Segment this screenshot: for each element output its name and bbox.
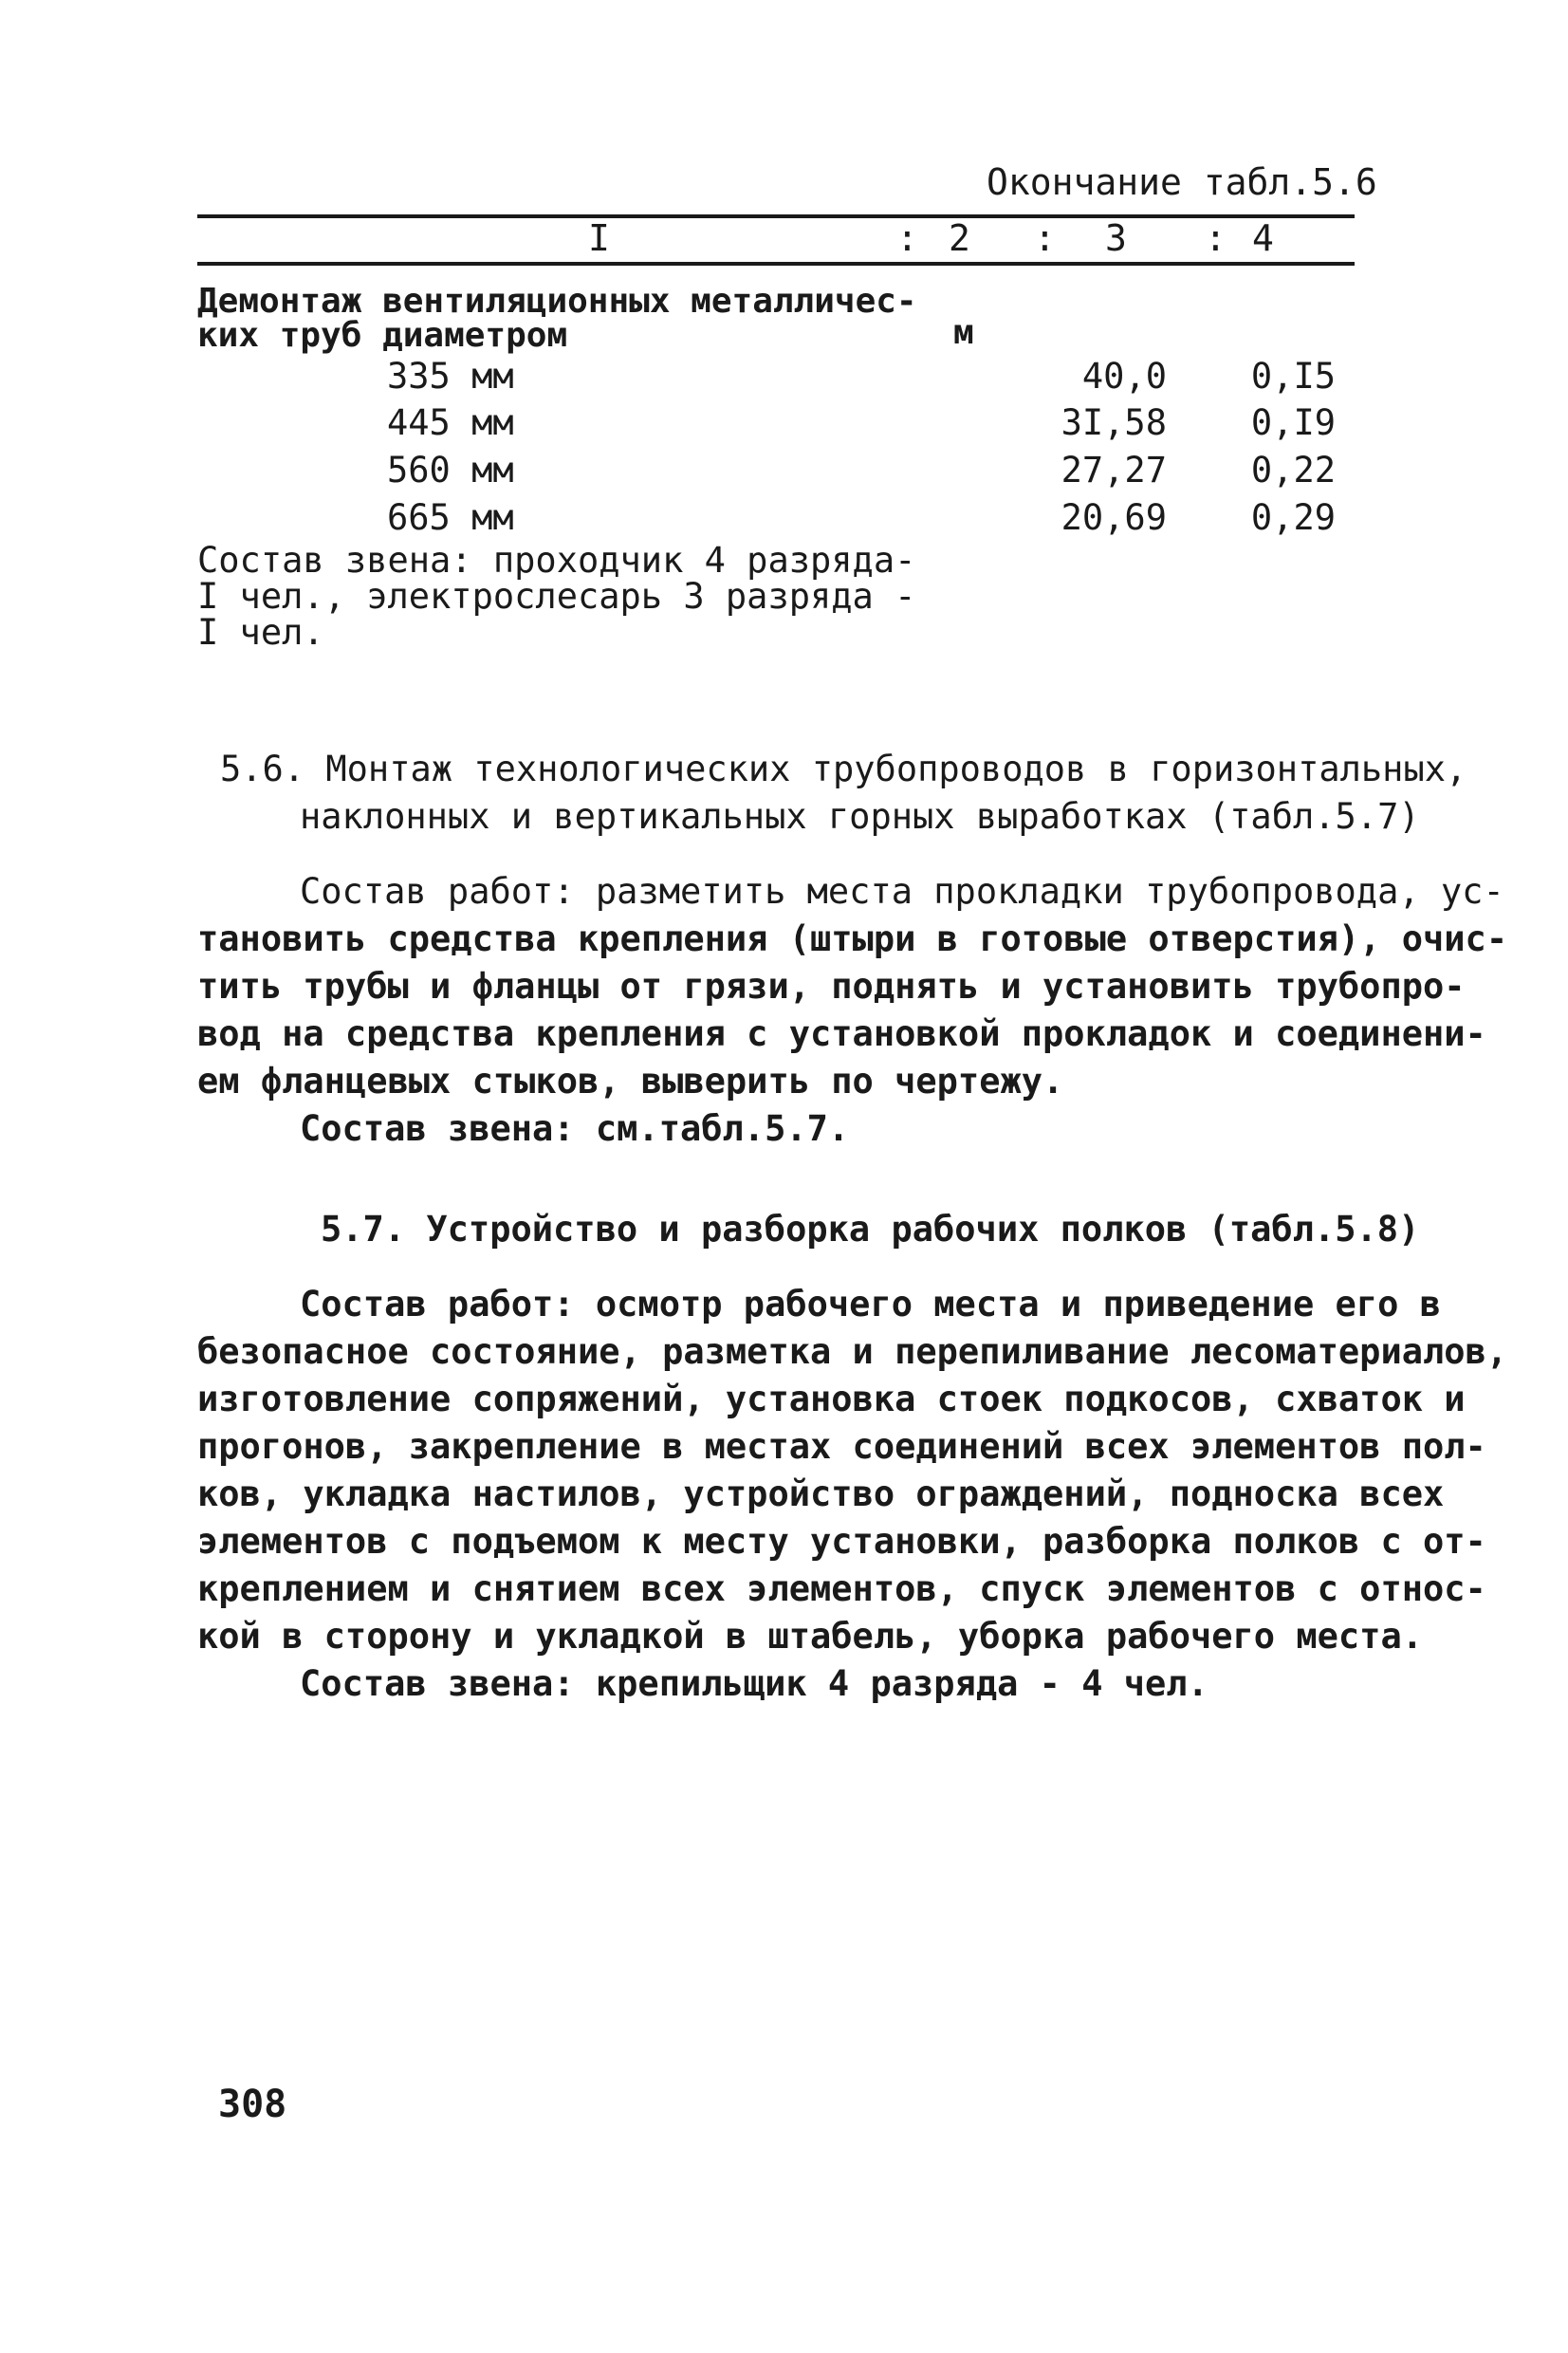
table-row-col4: 0,22 [1250, 450, 1336, 491]
table-header-separator: : [1205, 217, 1227, 259]
paragraph-line: креплением и снятием всех элементов, спуск элементов с относ- [197, 1568, 1486, 1609]
paragraph-line: элементов с подъемом к месту установки, разборка полков с от- [197, 1521, 1486, 1562]
table-row-diameter: 335 мм [387, 356, 514, 397]
table-top-rule [197, 214, 1355, 218]
section-5-6-crew: Состав звена: см.табл.5.7. [300, 1108, 850, 1149]
section-5-6-title: 5.6. Монтаж технологических трубопроводов в горизонтальных, [220, 749, 1467, 789]
table-row-col4: 0,I5 [1250, 356, 1336, 397]
section-5-6-title-cont: наклонных и вертикальных горных выработках (табл.5.7) [300, 796, 1420, 837]
paragraph-line: тить трубы и фланцы от грязи, поднять и установить трубопро- [197, 966, 1466, 1007]
table-header-separator: : [896, 217, 918, 259]
paragraph-line: безопасное состояние, разметка и перепиливание лесоматериалов, [197, 1331, 1508, 1372]
table-row-col4: 0,I9 [1250, 402, 1336, 443]
page-number: 308 [218, 2083, 287, 2126]
table-header-separator: : [1034, 217, 1056, 259]
section-5-6-work [197, 868, 1508, 1153]
table-row-col3: 3I,58 [1061, 402, 1167, 443]
crew-line: I чел., электрослесарь 3 разряда - [197, 576, 916, 617]
section-5-7-crew: Состав звена: крепильщик 4 разряда - 4 чел. [300, 1663, 1208, 1704]
paragraph-line: Состав работ: разметить места прокладки трубопровода, ус- [300, 871, 1504, 912]
crew-line: I чел. [197, 612, 324, 653]
table-row-col3: 40,0 [1081, 356, 1167, 397]
table-row-col4: 0,29 [1250, 497, 1336, 538]
row-label-line: ких труб диаметром [197, 316, 568, 355]
row-label-line: Демонтаж вентиляционных металличес- [197, 282, 917, 321]
paragraph-line: прогонов, закрепление в местах соединений всех элементов пол- [197, 1426, 1486, 1467]
paragraph-line: тановить средства крепления (штыри в готовые отверстия), очис- [197, 918, 1508, 959]
crew-line: Состав звена: проходчик 4 разряда- [197, 540, 916, 581]
table-row-col3: 27,27 [1061, 450, 1167, 491]
paragraph-line: Состав работ: осмотр рабочего места и приведение его в [300, 1284, 1441, 1325]
table-header-col1: I [588, 217, 610, 259]
table-header-col3: 3 [1105, 217, 1127, 259]
paragraph-line: вод на средства крепления с установкой прокладок и соединени- [197, 1013, 1486, 1054]
table-row-diameter: 445 мм [387, 402, 514, 443]
table-caption: Окончание табл.5.6 [987, 161, 1377, 203]
section-5-7-title: 5.7. Устройство и разборка рабочих полков (табл.5.8) [321, 1209, 1420, 1250]
paragraph-line: изготовление сопряжений, установка стоек подкосов, схваток и [197, 1379, 1466, 1419]
table-header-col4: 4 [1252, 217, 1274, 259]
table-row-diameter: 560 мм [387, 450, 514, 491]
section-5-7-work [197, 1281, 1508, 1708]
table-crew-note [197, 540, 916, 653]
table-header-col2: 2 [949, 217, 970, 259]
table-row-diameter: 665 мм [387, 497, 514, 538]
unit-of-measure: м [953, 313, 974, 352]
paragraph-line: кой в сторону и укладкой в штабель, уборка рабочего места. [197, 1616, 1424, 1657]
table-row-col3: 20,69 [1061, 497, 1167, 538]
paragraph-line: ков, укладка настилов, устройство ограждений, подноска всех [197, 1473, 1445, 1514]
table-header-rule [197, 262, 1355, 266]
paragraph-line: ем фланцевых стыков, выверить по чертежу. [197, 1061, 1064, 1102]
